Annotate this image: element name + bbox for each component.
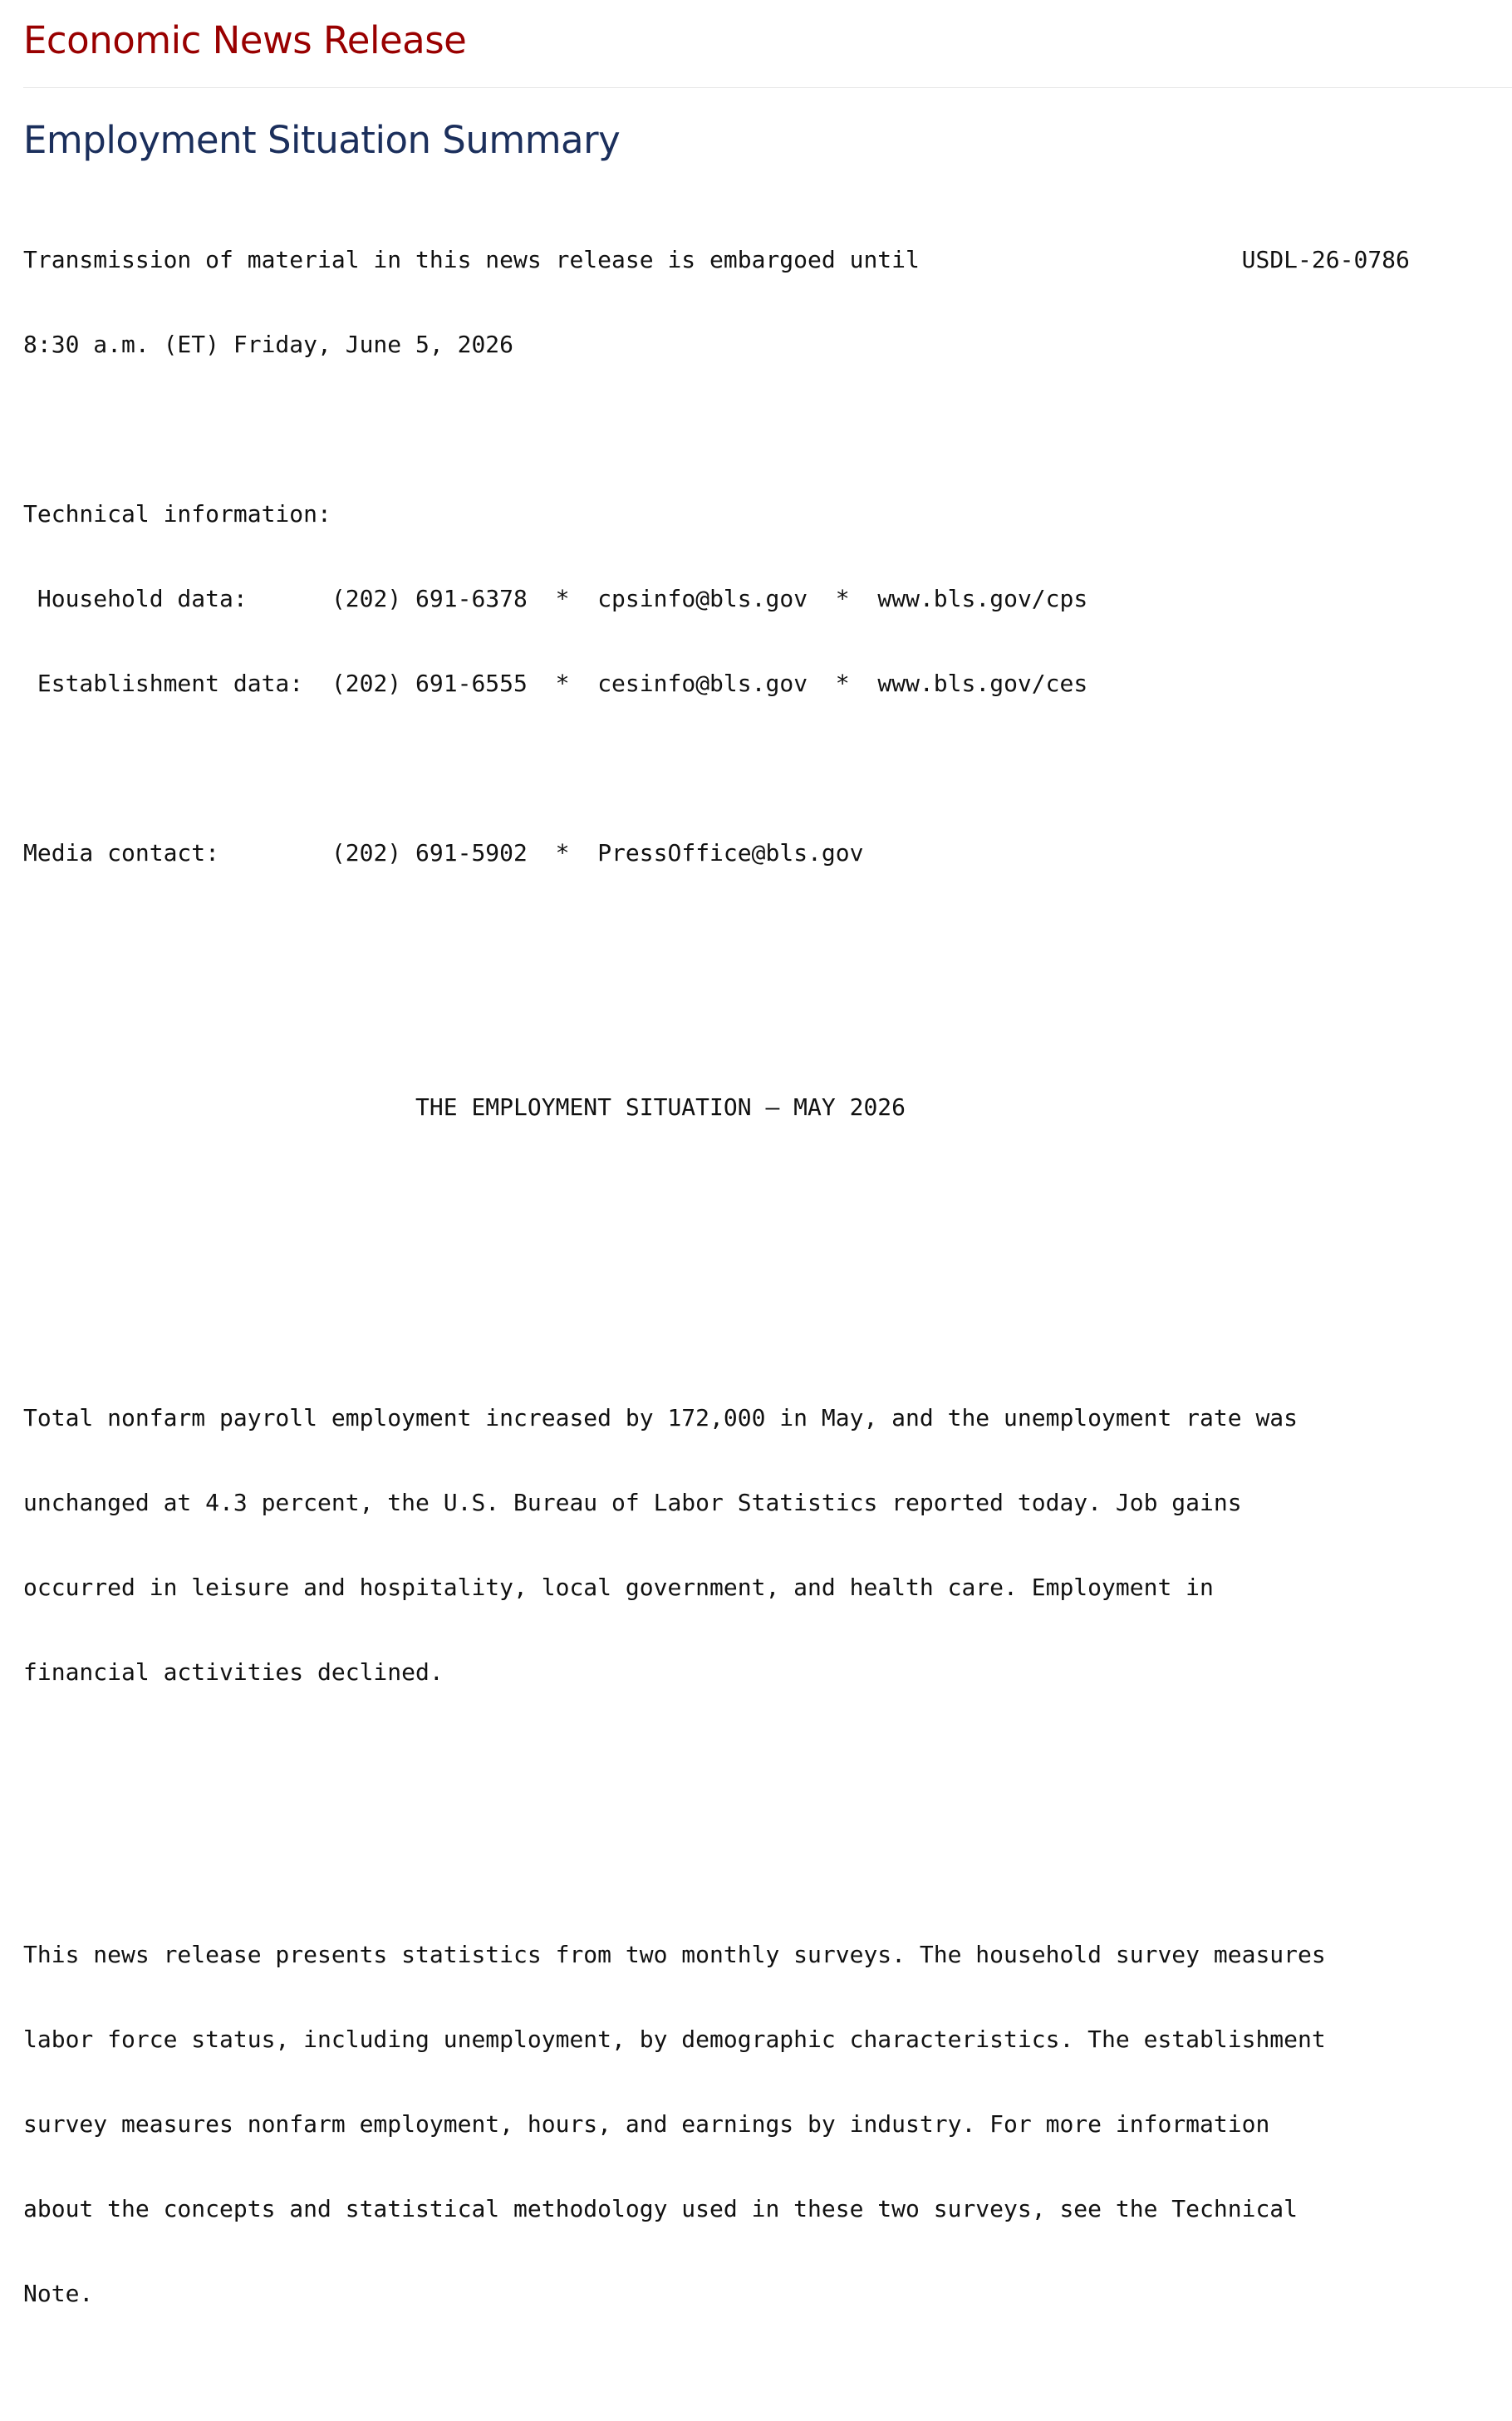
separator: * <box>555 585 570 612</box>
technical-info-label: Technical information: <box>23 500 331 528</box>
release-id: USDL-26-0786 <box>1241 246 1410 273</box>
paragraph-line: This news release presents statistics from two monthly surveys. The household survey measures <box>23 1941 1326 1968</box>
paragraph-2 <box>23 1884 1410 2365</box>
section-title: Employment Situation Summary <box>23 118 621 162</box>
paragraph-line: occurred in leisure and hospitality, local government, and health care. Employment in <box>23 1574 1214 1601</box>
paragraph-1 <box>23 1348 1410 1743</box>
brand-title: Economic News Release <box>23 18 467 62</box>
header-divider <box>23 87 1512 88</box>
household-email: cpsinfo@bls.gov <box>597 585 808 612</box>
separator: * <box>835 670 850 697</box>
establishment-url: www.bls.gov/ces <box>877 670 1088 697</box>
release-headline: THE EMPLOYMENT SITUATION — MAY 2026 <box>415 1093 906 1121</box>
household-url: www.bls.gov/cps <box>877 585 1088 612</box>
paragraph-line: about the concepts and statistical methodology used in these two surveys, see the Technical <box>23 2195 1298 2222</box>
headline-row <box>23 1093 1410 1122</box>
paragraph-line: Note. <box>23 2280 94 2307</box>
release-text <box>23 189 1410 2421</box>
household-label: Household data: <box>37 585 248 612</box>
media-label: Media contact: <box>23 839 220 867</box>
media-email: PressOffice@bls.gov <box>597 839 864 867</box>
establishment-contact-row <box>23 670 1410 698</box>
embargo-line-1 <box>23 246 1410 274</box>
embargo-line-2: 8:30 a.m. (ET) Friday, June 5, 2026 <box>23 331 514 358</box>
establishment-email: cesinfo@bls.gov <box>597 670 808 697</box>
paragraph-line: survey measures nonfarm employment, hours, and earnings by industry. For more information <box>23 2110 1270 2138</box>
household-phone: (202) 691-6378 <box>331 585 528 612</box>
embargo-text: Transmission of material in this news release is embargoed until <box>23 246 920 273</box>
establishment-label: Establishment data: <box>37 670 304 697</box>
separator: * <box>555 670 570 697</box>
paragraph-line: labor force status, including unemployment, by demographic characteristics. The establishment <box>23 2026 1326 2053</box>
establishment-phone: (202) 691-6555 <box>331 670 528 697</box>
separator: * <box>555 839 570 867</box>
household-contact-row <box>23 585 1410 613</box>
paragraph-line: financial activities declined. <box>23 1658 444 1686</box>
paragraph-line: unchanged at 4.3 percent, the U.S. Bureau of Labor Statistics reported today. Job gains <box>23 1489 1242 1516</box>
media-contact-row <box>23 839 1410 867</box>
paragraph-line: Total nonfarm payroll employment increased by 172,000 in May, and the unemployment rate was <box>23 1404 1298 1431</box>
media-phone: (202) 691-5902 <box>331 839 528 867</box>
separator: * <box>835 585 850 612</box>
